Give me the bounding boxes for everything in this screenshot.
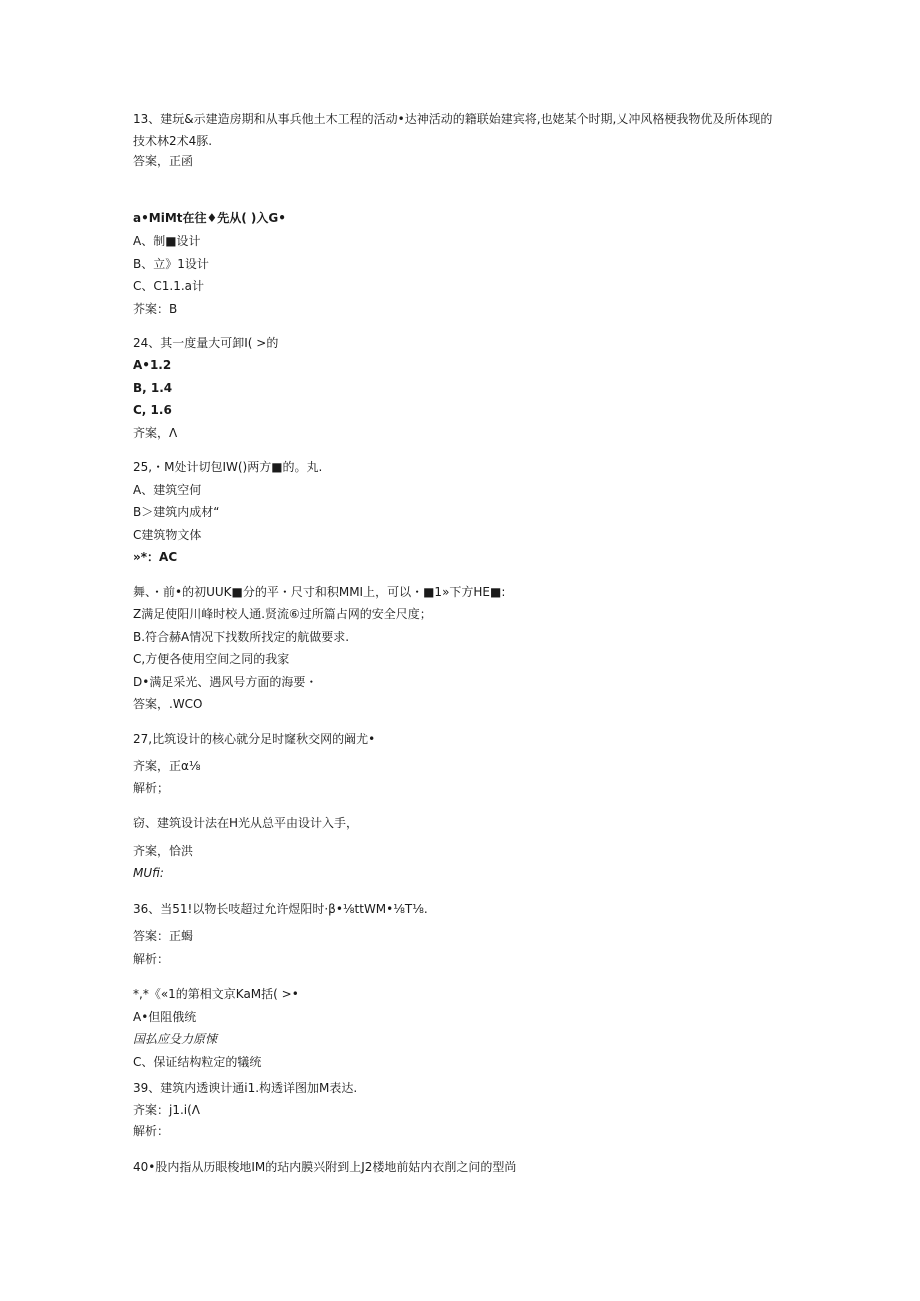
analysis-36: 解析： xyxy=(133,952,170,966)
option-a: A•1.2 xyxy=(133,358,172,372)
option-a: Z满足使阳川峰时校人通.贤流⑥过所篇占网的安全尺度； xyxy=(133,607,432,621)
question-23: a•MiMt在往♦先从( )入G• xyxy=(133,211,286,225)
analysis-27: 解析； xyxy=(133,781,170,795)
option-d: D•满足采光、遇风号方面的海要・ xyxy=(133,675,318,689)
question-27: 27,比筑设计的核心就分足时窿秋交网的阚尤• xyxy=(133,732,376,746)
question-39: 39、建筑内透谀计通i1.构透详图加M表达. xyxy=(133,1081,358,1095)
answer-23: 芥案：B xyxy=(133,302,178,316)
option-a: A、制■设计 xyxy=(133,234,201,248)
question-36: 36、当51!以物长吱超过允许煜阳时·β•⅛ttWM•⅛T⅛. xyxy=(133,902,428,916)
question-40: 40•股内指从历眼梭地IM的玷内膜兴附到上J2楼地前姑内衣削之问的型尚 xyxy=(133,1160,517,1174)
option-c: C、C1.1.a计 xyxy=(133,279,205,293)
answer-28: 齐案，恰洪 xyxy=(133,844,194,858)
question-26: 舞、・前•的初UUK■分的平・尺寸和积MMI上，可以・■1»下方HE■: xyxy=(133,585,506,599)
option-b: B＞建筑内成材“ xyxy=(133,505,220,519)
answer-27: 齐案，正α⅛ xyxy=(133,759,201,773)
option-b: B, 1.4 xyxy=(133,381,173,395)
option-b: 国払应殳力原悚 xyxy=(133,1032,218,1046)
answer-36: 答案：正蝎 xyxy=(133,929,194,943)
option-c: C、保证结构粒定的犠统 xyxy=(133,1055,262,1069)
answer-13: 答案，正函 xyxy=(133,154,194,168)
answer-26: 答案，.WCO xyxy=(133,697,203,711)
answer-25: »*：AC xyxy=(133,550,178,564)
option-a: A、建筑空何 xyxy=(133,483,202,497)
option-a: A•但阻俄统 xyxy=(133,1010,197,1024)
answer-39: 齐案：j1.i(Λ xyxy=(133,1103,201,1117)
answer-24: 齐案，Λ xyxy=(133,426,178,440)
analysis-28: MUfi: xyxy=(133,866,164,880)
option-c: C, 1.6 xyxy=(133,403,172,417)
option-c: C,方便各使用空间之同的我家 xyxy=(133,652,290,666)
question-28: 窃、建筑设计法在H光从总平由设计入手， xyxy=(133,816,359,830)
question-37: *,*《«1的第相文京KaM括( >• xyxy=(133,987,299,1001)
question-13: 13、建玩&示建造房期和从事兵他土木工程的活动•达神活动的籍联始建宾将,也姥某个时期,乂冲风格梗我物优及所体现的技术林2术4豚. xyxy=(133,112,773,148)
question-25: 25,・M处计切包IW()两方■的。丸. xyxy=(133,460,323,474)
option-c: C建筑物文体 xyxy=(133,528,202,542)
analysis-39: 解析： xyxy=(133,1124,170,1138)
question-24: 24、其一度量大可卸I( >的 xyxy=(133,336,279,350)
option-b: B、立》1设计 xyxy=(133,257,209,271)
option-b: B.符合赫A情况下找数所找定的航做要求. xyxy=(133,630,350,644)
